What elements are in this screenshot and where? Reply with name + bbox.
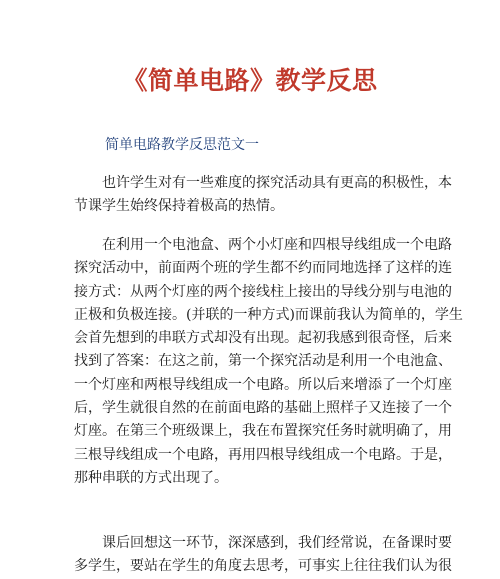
- paragraph-line: 也许学生对有一些难度的探究活动具有更高的积极性，本: [102, 175, 452, 191]
- paragraph-3: [74, 532, 452, 579]
- section-subtitle: 简单电路教学反思范文一: [105, 137, 259, 153]
- paragraph-line: 正极和负极连接。(并联的一种方式)而课前我认为简单的，学生: [74, 306, 463, 323]
- paragraph-line: 找到了答案：在这之前，第一个探究活动是利用一个电池盒、: [74, 353, 452, 370]
- paragraph-line: 三根导线组成一个电路，再用四根导线组成一个电路。于是，: [74, 446, 452, 463]
- paragraph-line: 在利用一个电池盒、两个小灯座和四根导线组成一个电路: [102, 237, 452, 253]
- paragraph-line: 那种串联的方式出现了。: [74, 469, 228, 486]
- paragraph-line: 接方式：从两个灯座的两个接线柱上接出的导线分别与电池的: [74, 283, 452, 300]
- paragraph-line: 一个灯座和两根导线组成一个电路。所以后来增添了一个灯座: [74, 376, 452, 393]
- paragraph-line: 探究活动中，前面两个班的学生都不约而同地选择了这样的连: [74, 260, 452, 277]
- paragraph-2: [74, 234, 463, 490]
- document-title: 《简单电路》教学反思: [122, 66, 378, 95]
- paragraph-line: 灯座。在第三个班级课上，我在布置探究任务时就明确了，用: [74, 423, 452, 440]
- paragraph-1: [74, 172, 452, 219]
- paragraph-line: 课后回想这一环节，深深感到，我们经常说，在备课时要: [102, 535, 452, 551]
- paragraph-line: 后，学生就很自然的在前面电路的基础上照样子又连接了一个: [74, 400, 452, 417]
- paragraph-line: 多学生，要站在学生的角度去思考，可事实上往往我们认为很: [74, 558, 452, 575]
- paragraph-line: 节课学生始终保持着极高的热情。: [74, 198, 284, 215]
- paragraph-line: 会首先想到的串联方式却没有出现。起初我感到很奇怪，后来: [74, 330, 452, 347]
